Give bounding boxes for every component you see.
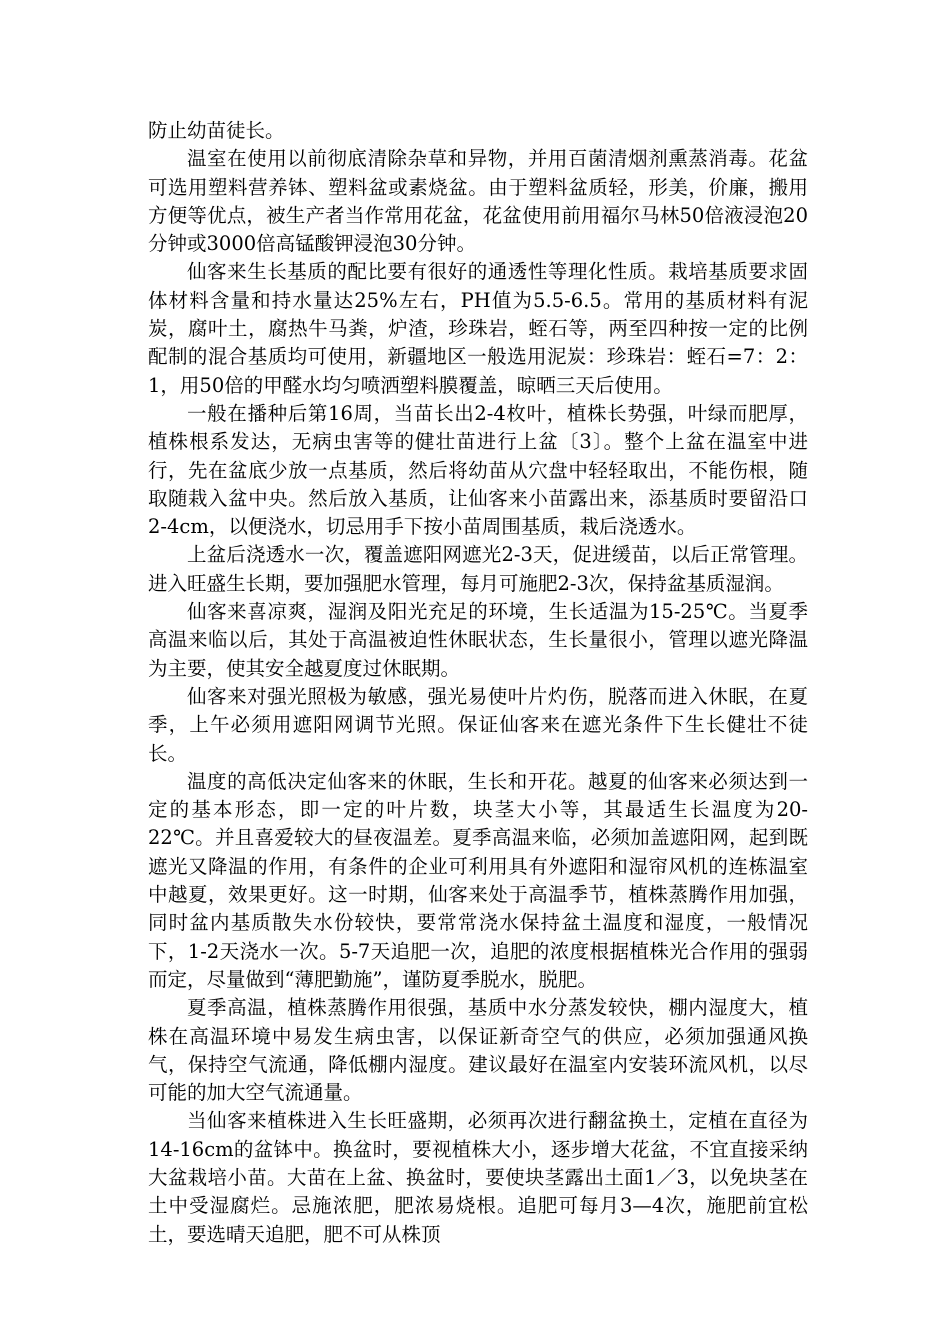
paragraph: 仙客来生长基质的配比要有很好的通透性等理化性质。栽培基质要求固体材料含量和持水量达25%左右，PH值为5.5-6.5。常用的基质材料有泥炭，腐叶土，腐热牛马粪，炉渣，珍珠岩，蛭石等，两至四种按一定的比例配制的混合基质均可使用，新疆地区一般选用泥炭：珍珠岩：蛭石=7：2：1，用50倍的甲醛水均匀喷洒塑料膜覆盖，晾晒三天后使用。 bbox=[148, 260, 808, 397]
paragraph: 当仙客来植株进入生长旺盛期，必须再次进行翻盆换土，定植在直径为14-16cm的盆钵中。换盆时，要视植株大小，逐步增大花盆，不宜直接采纳大盆栽培小苗。大苗在上盆、换盆时，要使块茎露出土面1／3，以免块茎在土中受湿腐烂。忌施浓肥，肥浓易烧根。追肥可每月3—4次，施肥前宜松土，要选晴天追肥，肥不可从株顶 bbox=[148, 1109, 808, 1246]
paragraph: 温室在使用以前彻底清除杂草和异物，并用百菌清烟剂熏蒸消毒。花盆可选用塑料营养钵、塑料盆或素烧盆。由于塑料盆质轻，形美，价廉，搬用方便等优点，被生产者当作常用花盆，花盆使用前用福尔马林50倍液浸泡20分钟或3000倍高锰酸钾浸泡30分钟。 bbox=[148, 147, 808, 256]
paragraph: 温度的高低决定仙客来的休眠，生长和开花。越夏的仙客来必须达到一定的基本形态，即一定的叶片数，块茎大小等，其最适生长温度为20-22℃。并且喜爱较大的昼夜温差。夏季高温来临，必须加盖遮阳网，起到既遮光又降温的作用，有条件的企业可利用具有外遮阳和湿帘风机的连栋温室中越夏，效果更好。这一时期，仙客来处于高温季节，植株蒸腾作用加强，同时盆内基质散失水份较快，要常常浇水保持盆土温度和湿度，一般情况下，1-2天浇水一次。5-7天追肥一次，追肥的浓度根据植株光合作用的强弱而定，尽量做到“薄肥勤施”，谨防夏季脱水，脱肥。 bbox=[148, 769, 808, 991]
paragraph: 一般在播种后第16周，当苗长出2-4枚叶，植株长势强，叶绿而肥厚，植株根系发达，无病虫害等的健壮苗进行上盆〔3〕。整个上盆在温室中进行，先在盆底少放一点基质，然后将幼苗从穴盘中轻轻取出，不能伤根，随取随栽入盆中央。然后放入基质，让仙客来小苗露出来，添基质时要留沿口2-4cm，以便浇水，切忌用手下按小苗周围基质，栽后浇透水。 bbox=[148, 401, 808, 539]
paragraph: 仙客来喜凉爽，湿润及阳光充足的环境，生长适温为15-25℃。当夏季高温来临以后，其处于高温被迫性休眠状态，生长量很小，管理以遮光降温为主要，使其安全越夏度过休眠期。 bbox=[148, 600, 808, 680]
paragraph: 防止幼苗徒长。 bbox=[148, 119, 285, 142]
document-body bbox=[148, 117, 808, 1249]
paragraph: 上盆后浇透水一次，覆盖遮阳网遮光2-3天，促进缓苗，以后正常管理。进入旺盛生长期，要加强肥水管理，每月可施肥2-3次，保持盆基质湿润。 bbox=[148, 543, 808, 595]
paragraph: 仙客来对强光照极为敏感，强光易使叶片灼伤，脱落而进入休眠，在夏季，上午必须用遮阳网调节光照。保证仙客来在遮光条件下生长健壮不徒长。 bbox=[148, 684, 808, 765]
paragraph: 夏季高温，植株蒸腾作用很强，基质中水分蒸发较快，棚内湿度大，植株在高温环境中易发生病虫害，以保证新奇空气的供应，必须加强通风换气，保持空气流通，降低棚内湿度。建议最好在温室内安装环流风机，以尽可能的加大空气流通量。 bbox=[148, 996, 808, 1105]
